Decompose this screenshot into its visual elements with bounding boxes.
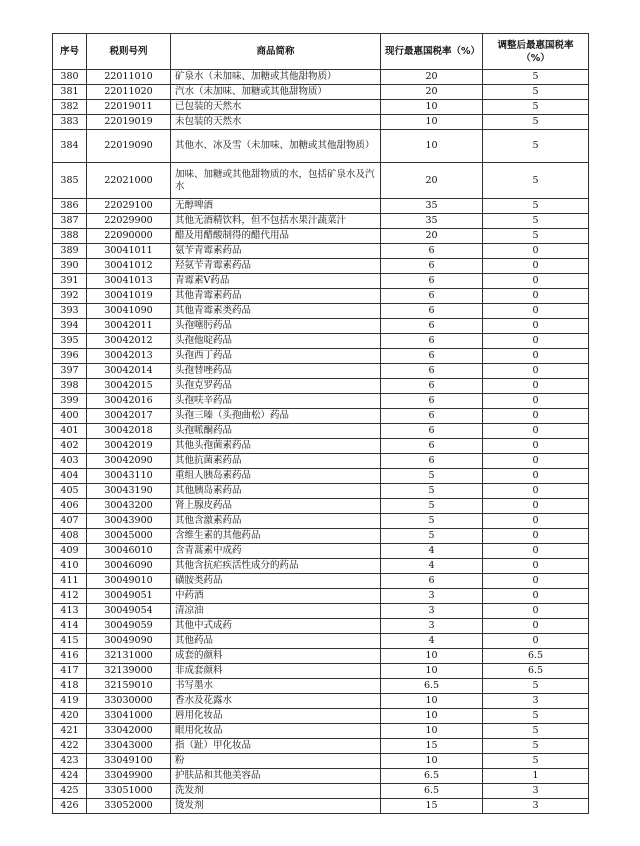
row-tariff-code: 30046010 — [87, 544, 171, 559]
row-current-rate: 6 — [381, 274, 483, 289]
row-product-name: 磺胺类药品 — [171, 574, 381, 589]
row-product-name: 其他药品 — [171, 634, 381, 649]
row-tariff-code: 22011020 — [87, 85, 171, 100]
row-current-rate: 10 — [381, 115, 483, 130]
row-product-name: 指（趾）甲化妆品 — [171, 739, 381, 754]
row-seq: 403 — [53, 454, 87, 469]
row-product-name: 中药酒 — [171, 589, 381, 604]
row-product-name: 其他抗菌素药品 — [171, 454, 381, 469]
row-tariff-code: 22021000 — [87, 163, 171, 199]
row-adjusted-rate: 0 — [483, 619, 589, 634]
row-tariff-code: 30049054 — [87, 604, 171, 619]
row-product-name: 矿泉水（未加味、加糖或其他甜物质） — [171, 70, 381, 85]
row-current-rate: 5 — [381, 499, 483, 514]
header-row — [53, 34, 589, 70]
row-seq: 392 — [53, 289, 87, 304]
row-tariff-code: 22011010 — [87, 70, 171, 85]
row-current-rate: 6.5 — [381, 784, 483, 799]
row-tariff-code: 30042014 — [87, 364, 171, 379]
row-current-rate: 3 — [381, 589, 483, 604]
row-product-name: 其他青霉素类药品 — [171, 304, 381, 319]
row-adjusted-rate: 5 — [483, 70, 589, 85]
row-adjusted-rate: 5 — [483, 229, 589, 244]
row-adjusted-rate: 0 — [483, 409, 589, 424]
table-row — [53, 214, 589, 229]
row-adjusted-rate: 0 — [483, 499, 589, 514]
row-adjusted-rate: 5 — [483, 85, 589, 100]
row-seq: 409 — [53, 544, 87, 559]
row-adjusted-rate: 5 — [483, 115, 589, 130]
row-tariff-code: 32131000 — [87, 649, 171, 664]
row-seq: 416 — [53, 649, 87, 664]
table-row — [53, 739, 589, 754]
row-seq: 386 — [53, 199, 87, 214]
tariff-table — [52, 33, 589, 814]
row-tariff-code: 33052000 — [87, 799, 171, 814]
row-seq: 419 — [53, 694, 87, 709]
row-seq: 417 — [53, 664, 87, 679]
row-current-rate: 6 — [381, 289, 483, 304]
row-tariff-code: 30041013 — [87, 274, 171, 289]
table-row — [53, 454, 589, 469]
row-tariff-code: 30042011 — [87, 319, 171, 334]
table-row — [53, 514, 589, 529]
row-seq: 383 — [53, 115, 87, 130]
row-product-name: 眼用化妆品 — [171, 724, 381, 739]
row-adjusted-rate: 0 — [483, 514, 589, 529]
row-tariff-code: 22090000 — [87, 229, 171, 244]
row-tariff-code: 33049900 — [87, 769, 171, 784]
row-current-rate: 5 — [381, 514, 483, 529]
row-current-rate: 6 — [381, 244, 483, 259]
row-adjusted-rate: 5 — [483, 739, 589, 754]
table-row — [53, 529, 589, 544]
row-product-name: 头孢哌酮药品 — [171, 424, 381, 439]
row-adjusted-rate: 0 — [483, 454, 589, 469]
row-current-rate: 15 — [381, 739, 483, 754]
row-adjusted-rate: 5 — [483, 130, 589, 163]
row-tariff-code: 30045000 — [87, 529, 171, 544]
row-adjusted-rate: 6.5 — [483, 649, 589, 664]
row-seq: 399 — [53, 394, 87, 409]
row-seq: 396 — [53, 349, 87, 364]
table-row — [53, 769, 589, 784]
row-tariff-code: 30042019 — [87, 439, 171, 454]
row-seq: 384 — [53, 130, 87, 163]
row-tariff-code: 30042016 — [87, 394, 171, 409]
row-adjusted-rate: 0 — [483, 364, 589, 379]
table-row — [53, 619, 589, 634]
row-tariff-code: 30049051 — [87, 589, 171, 604]
row-seq: 405 — [53, 484, 87, 499]
table-row — [53, 784, 589, 799]
table-row — [53, 649, 589, 664]
row-adjusted-rate: 0 — [483, 589, 589, 604]
row-current-rate: 6 — [381, 409, 483, 424]
row-tariff-code: 30042015 — [87, 379, 171, 394]
row-product-name: 其他青霉素药品 — [171, 289, 381, 304]
row-tariff-code: 22019019 — [87, 115, 171, 130]
row-seq: 388 — [53, 229, 87, 244]
row-product-name: 其他水、冰及雪（未加味、加糖或其他甜物质） — [171, 130, 381, 163]
row-current-rate: 6 — [381, 334, 483, 349]
row-current-rate: 5 — [381, 529, 483, 544]
row-adjusted-rate: 0 — [483, 319, 589, 334]
row-tariff-code: 22019011 — [87, 100, 171, 115]
table-row — [53, 439, 589, 454]
row-adjusted-rate: 0 — [483, 349, 589, 364]
row-current-rate: 10 — [381, 754, 483, 769]
row-product-name: 醋及用醋酸制得的醋代用品 — [171, 229, 381, 244]
table-row — [53, 799, 589, 814]
row-seq: 387 — [53, 214, 87, 229]
row-current-rate: 20 — [381, 70, 483, 85]
row-tariff-code: 30042013 — [87, 349, 171, 364]
row-product-name: 粉 — [171, 754, 381, 769]
header-code: 税则号列 — [87, 34, 171, 70]
row-seq: 390 — [53, 259, 87, 274]
row-product-name: 已包装的天然水 — [171, 100, 381, 115]
table-row — [53, 364, 589, 379]
row-current-rate: 4 — [381, 544, 483, 559]
table-row — [53, 664, 589, 679]
table-row — [53, 259, 589, 274]
row-current-rate: 10 — [381, 694, 483, 709]
table-row — [53, 499, 589, 514]
row-product-name: 羟氨苄青霉素药品 — [171, 259, 381, 274]
table-row — [53, 754, 589, 769]
row-adjusted-rate: 6.5 — [483, 664, 589, 679]
row-current-rate: 10 — [381, 130, 483, 163]
row-seq: 420 — [53, 709, 87, 724]
row-product-name: 肾上腺皮药品 — [171, 499, 381, 514]
row-seq: 415 — [53, 634, 87, 649]
table-row — [53, 274, 589, 289]
row-seq: 422 — [53, 739, 87, 754]
row-product-name: 其他无酒精饮料，但不包括水果汁蔬菜汁 — [171, 214, 381, 229]
row-current-rate: 6 — [381, 424, 483, 439]
row-adjusted-rate: 1 — [483, 769, 589, 784]
row-current-rate: 6 — [381, 439, 483, 454]
row-adjusted-rate: 5 — [483, 679, 589, 694]
row-tariff-code: 30042017 — [87, 409, 171, 424]
row-product-name: 其他头孢菌素药品 — [171, 439, 381, 454]
row-seq: 394 — [53, 319, 87, 334]
row-seq: 423 — [53, 754, 87, 769]
row-product-name: 未包装的天然水 — [171, 115, 381, 130]
row-tariff-code: 30042012 — [87, 334, 171, 349]
row-seq: 411 — [53, 574, 87, 589]
row-seq: 426 — [53, 799, 87, 814]
row-tariff-code: 22029100 — [87, 199, 171, 214]
row-seq: 398 — [53, 379, 87, 394]
table-row — [53, 724, 589, 739]
table-row — [53, 634, 589, 649]
row-adjusted-rate: 3 — [483, 784, 589, 799]
row-adjusted-rate: 5 — [483, 100, 589, 115]
row-adjusted-rate: 0 — [483, 484, 589, 499]
row-product-name: 氨苄青霉素药品 — [171, 244, 381, 259]
row-product-name: 烫发剂 — [171, 799, 381, 814]
table-row — [53, 469, 589, 484]
row-tariff-code: 33051000 — [87, 784, 171, 799]
row-seq: 397 — [53, 364, 87, 379]
row-product-name: 头孢替唑药品 — [171, 364, 381, 379]
row-seq: 421 — [53, 724, 87, 739]
row-product-name: 头孢他啶药品 — [171, 334, 381, 349]
row-seq: 402 — [53, 439, 87, 454]
row-adjusted-rate: 0 — [483, 529, 589, 544]
row-tariff-code: 32139000 — [87, 664, 171, 679]
row-current-rate: 6 — [381, 259, 483, 274]
row-current-rate: 3 — [381, 619, 483, 634]
row-current-rate: 6 — [381, 454, 483, 469]
table-row — [53, 709, 589, 724]
row-tariff-code: 33043000 — [87, 739, 171, 754]
row-tariff-code: 33042000 — [87, 724, 171, 739]
row-current-rate: 6 — [381, 394, 483, 409]
table-row — [53, 100, 589, 115]
row-current-rate: 5 — [381, 469, 483, 484]
row-tariff-code: 30049010 — [87, 574, 171, 589]
row-tariff-code: 33041000 — [87, 709, 171, 724]
row-product-name: 其他胰岛素药品 — [171, 484, 381, 499]
row-tariff-code: 30041090 — [87, 304, 171, 319]
table-row — [53, 589, 589, 604]
row-current-rate: 3 — [381, 604, 483, 619]
row-current-rate: 20 — [381, 85, 483, 100]
row-tariff-code: 30043200 — [87, 499, 171, 514]
table-row — [53, 604, 589, 619]
table-row — [53, 484, 589, 499]
table-row — [53, 424, 589, 439]
row-seq: 382 — [53, 100, 87, 115]
row-tariff-code: 22019090 — [87, 130, 171, 163]
table-row — [53, 115, 589, 130]
row-adjusted-rate: 0 — [483, 469, 589, 484]
table-row — [53, 544, 589, 559]
row-product-name: 青霉素V药品 — [171, 274, 381, 289]
row-adjusted-rate: 3 — [483, 799, 589, 814]
table-row — [53, 130, 589, 163]
row-adjusted-rate: 5 — [483, 214, 589, 229]
row-current-rate: 20 — [381, 163, 483, 199]
row-current-rate: 6 — [381, 379, 483, 394]
row-tariff-code: 32159010 — [87, 679, 171, 694]
row-seq: 406 — [53, 499, 87, 514]
row-tariff-code: 33030000 — [87, 694, 171, 709]
row-current-rate: 5 — [381, 484, 483, 499]
row-current-rate: 35 — [381, 214, 483, 229]
row-current-rate: 6 — [381, 574, 483, 589]
row-current-rate: 10 — [381, 649, 483, 664]
table-row — [53, 379, 589, 394]
table-row — [53, 289, 589, 304]
row-seq: 408 — [53, 529, 87, 544]
row-adjusted-rate: 0 — [483, 274, 589, 289]
row-adjusted-rate: 5 — [483, 199, 589, 214]
header-adjusted-rate: 调整后最惠国税率（%） — [483, 34, 589, 70]
row-adjusted-rate: 0 — [483, 544, 589, 559]
table-row — [53, 574, 589, 589]
row-product-name: 头孢三嗪（头孢曲松）药品 — [171, 409, 381, 424]
header-name: 商品简称 — [171, 34, 381, 70]
row-tariff-code: 30042018 — [87, 424, 171, 439]
row-adjusted-rate: 5 — [483, 754, 589, 769]
table-row — [53, 694, 589, 709]
table-row — [53, 679, 589, 694]
row-tariff-code: 30043110 — [87, 469, 171, 484]
row-product-name: 汽水（未加味、加糖或其他甜物质） — [171, 85, 381, 100]
table-row — [53, 319, 589, 334]
row-current-rate: 20 — [381, 229, 483, 244]
row-product-name: 洗发剂 — [171, 784, 381, 799]
row-seq: 418 — [53, 679, 87, 694]
row-product-name: 加味、加糖或其他甜物质的水，包括矿泉水及汽水 — [171, 163, 381, 199]
row-product-name: 头孢克罗药品 — [171, 379, 381, 394]
row-current-rate: 6 — [381, 364, 483, 379]
row-adjusted-rate: 0 — [483, 439, 589, 454]
row-product-name: 护肤品和其他美容品 — [171, 769, 381, 784]
row-tariff-code: 30043190 — [87, 484, 171, 499]
row-seq: 412 — [53, 589, 87, 604]
row-product-name: 清凉油 — [171, 604, 381, 619]
row-product-name: 其他含激素药品 — [171, 514, 381, 529]
row-adjusted-rate: 3 — [483, 694, 589, 709]
row-tariff-code: 30049059 — [87, 619, 171, 634]
row-adjusted-rate: 0 — [483, 244, 589, 259]
row-seq: 380 — [53, 70, 87, 85]
row-adjusted-rate: 0 — [483, 394, 589, 409]
row-tariff-code: 33049100 — [87, 754, 171, 769]
row-adjusted-rate: 0 — [483, 634, 589, 649]
row-product-name: 头孢噻肟药品 — [171, 319, 381, 334]
row-seq: 393 — [53, 304, 87, 319]
table-row — [53, 85, 589, 100]
row-product-name: 重组人胰岛素药品 — [171, 469, 381, 484]
row-adjusted-rate: 0 — [483, 289, 589, 304]
row-product-name: 成套的颜料 — [171, 649, 381, 664]
row-current-rate: 10 — [381, 724, 483, 739]
row-current-rate: 6.5 — [381, 679, 483, 694]
row-tariff-code: 22029900 — [87, 214, 171, 229]
row-product-name: 头孢西丁药品 — [171, 349, 381, 364]
row-product-name: 含维生素的其他药品 — [171, 529, 381, 544]
row-current-rate: 6 — [381, 304, 483, 319]
row-seq: 424 — [53, 769, 87, 784]
table-row — [53, 334, 589, 349]
row-current-rate: 6 — [381, 349, 483, 364]
row-seq: 391 — [53, 274, 87, 289]
table-row — [53, 559, 589, 574]
row-seq: 395 — [53, 334, 87, 349]
row-product-name: 无醇啤酒 — [171, 199, 381, 214]
row-current-rate: 35 — [381, 199, 483, 214]
row-seq: 407 — [53, 514, 87, 529]
row-seq: 381 — [53, 85, 87, 100]
row-current-rate: 10 — [381, 100, 483, 115]
row-current-rate: 15 — [381, 799, 483, 814]
row-adjusted-rate: 0 — [483, 304, 589, 319]
table-row — [53, 244, 589, 259]
row-current-rate: 4 — [381, 559, 483, 574]
row-adjusted-rate: 5 — [483, 163, 589, 199]
row-seq: 414 — [53, 619, 87, 634]
header-seq: 序号 — [53, 34, 87, 70]
row-product-name: 唇用化妆品 — [171, 709, 381, 724]
table-row — [53, 409, 589, 424]
row-seq: 401 — [53, 424, 87, 439]
row-seq: 385 — [53, 163, 87, 199]
row-current-rate: 6.5 — [381, 769, 483, 784]
row-adjusted-rate: 5 — [483, 724, 589, 739]
row-tariff-code: 30041011 — [87, 244, 171, 259]
row-product-name: 书写墨水 — [171, 679, 381, 694]
row-seq: 389 — [53, 244, 87, 259]
row-seq: 404 — [53, 469, 87, 484]
table-row — [53, 163, 589, 199]
row-tariff-code: 30046090 — [87, 559, 171, 574]
row-adjusted-rate: 0 — [483, 424, 589, 439]
row-tariff-code: 30041012 — [87, 259, 171, 274]
row-tariff-code: 30043900 — [87, 514, 171, 529]
row-current-rate: 10 — [381, 709, 483, 724]
row-tariff-code: 30041019 — [87, 289, 171, 304]
row-product-name: 香水及花露水 — [171, 694, 381, 709]
row-product-name: 非成套颜料 — [171, 664, 381, 679]
row-product-name: 头孢呋辛药品 — [171, 394, 381, 409]
row-adjusted-rate: 0 — [483, 334, 589, 349]
table-row — [53, 70, 589, 85]
row-adjusted-rate: 0 — [483, 574, 589, 589]
row-adjusted-rate: 0 — [483, 604, 589, 619]
row-seq: 413 — [53, 604, 87, 619]
table-row — [53, 199, 589, 214]
row-current-rate: 6 — [381, 319, 483, 334]
row-product-name: 其他含抗疟疾活性成分的药品 — [171, 559, 381, 574]
header-current-rate: 现行最惠国税率（%） — [381, 34, 483, 70]
row-adjusted-rate: 0 — [483, 259, 589, 274]
row-tariff-code: 30049090 — [87, 634, 171, 649]
row-current-rate: 10 — [381, 664, 483, 679]
row-seq: 425 — [53, 784, 87, 799]
row-adjusted-rate: 0 — [483, 379, 589, 394]
row-current-rate: 4 — [381, 634, 483, 649]
table-row — [53, 394, 589, 409]
row-adjusted-rate: 5 — [483, 709, 589, 724]
row-seq: 410 — [53, 559, 87, 574]
table-row — [53, 304, 589, 319]
row-product-name: 其他中式成药 — [171, 619, 381, 634]
row-seq: 400 — [53, 409, 87, 424]
row-tariff-code: 30042090 — [87, 454, 171, 469]
row-product-name: 含青蒿素中成药 — [171, 544, 381, 559]
row-adjusted-rate: 0 — [483, 559, 589, 574]
table-row — [53, 229, 589, 244]
table-row — [53, 349, 589, 364]
